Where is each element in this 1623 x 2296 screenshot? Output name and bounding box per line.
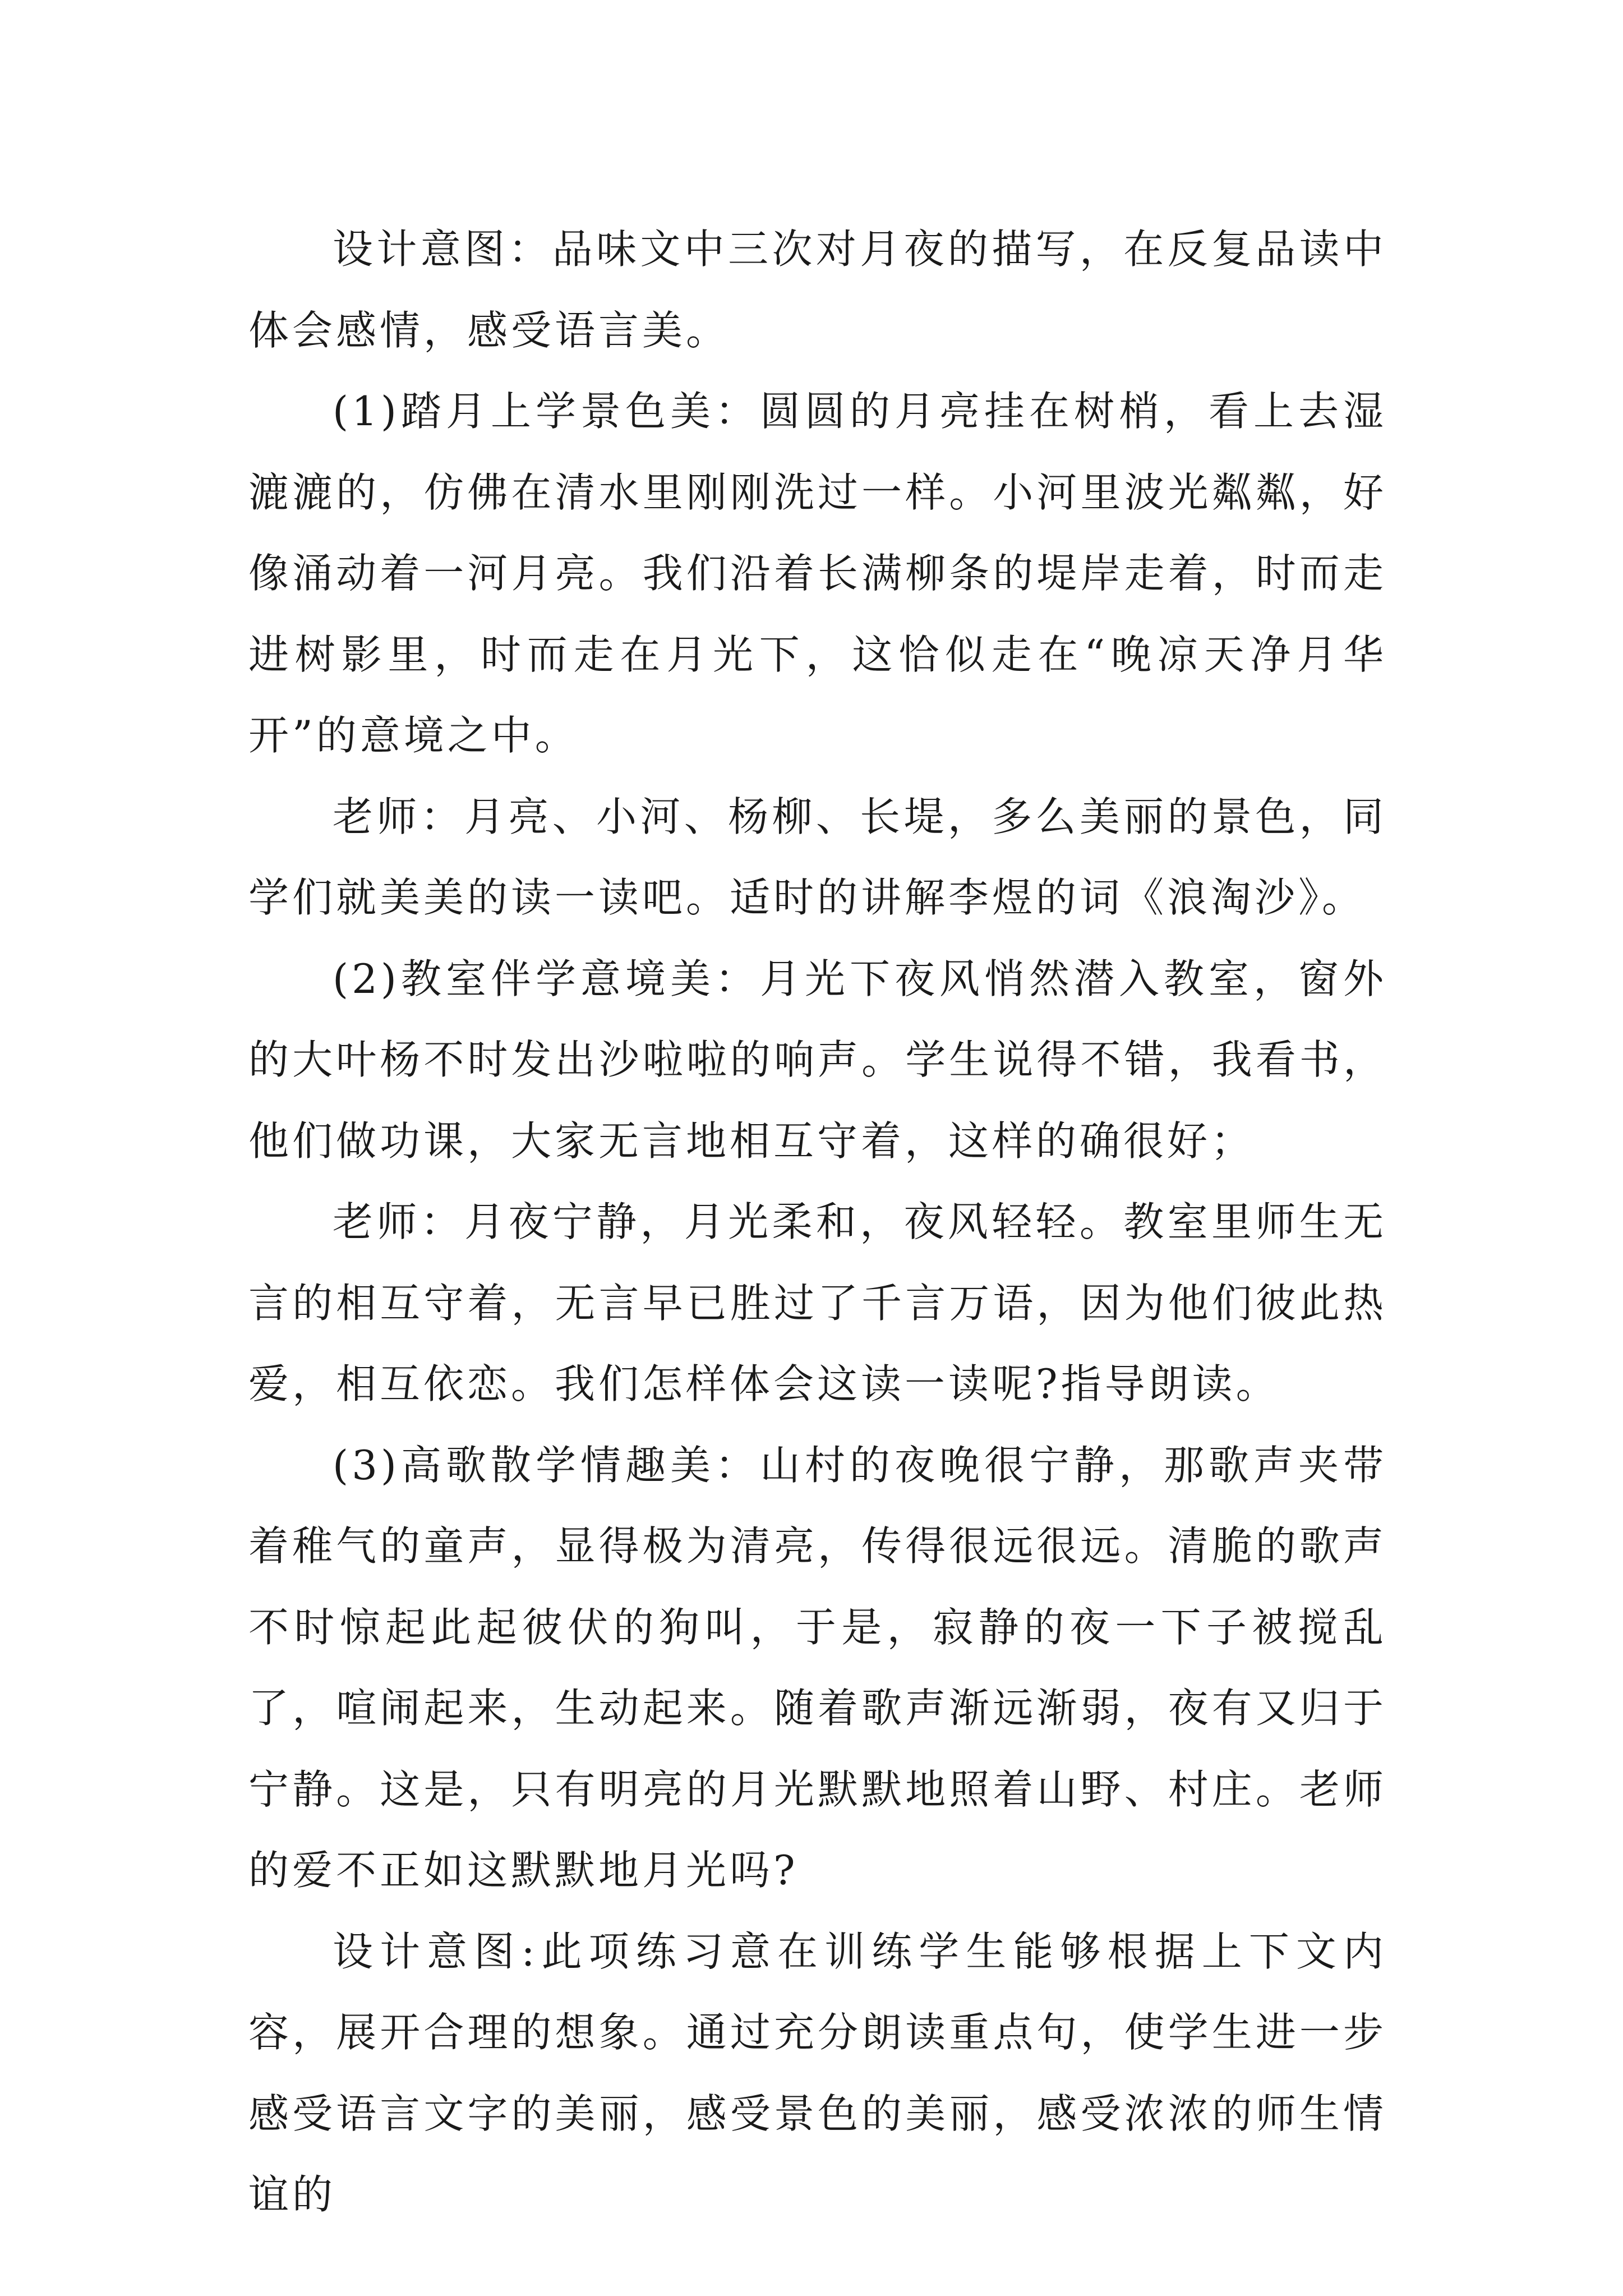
- paragraph-moonlit-walk: (1)踏月上学景色美：圆圆的月亮挂在树梢，看上去湿漉漉的，仿佛在清水里刚刚洗过一样。小河里波光粼粼，好像涌动着一河月亮。我们沿着长满柳条的堤岸走着，时而走进树影里，时而走在月光下，这恰似走在“晚凉天净月华开”的意境之中。: [248, 388, 1387, 759]
- paragraph-design-intent-2: 设计意图:此项练习意在训练学生能够根据上下文内容，展开合理的想象。通过充分朗读重点句，使学生进一步感受语言文字的美丽，感受景色的美丽，感受浓浓的师生情谊的: [248, 1927, 1387, 2218]
- document-body: [248, 209, 1387, 2235]
- paragraph-design-intent-1: 设计意图：品味文中三次对月夜的描写，在反复品读中体会感情，感受语言美。: [248, 226, 1387, 354]
- paragraph-teacher-note-1: 老师：月亮、小河、杨柳、长堤，多么美丽的景色，同学们就美美的读一读吧。适时的讲解李煜的词《浪淘沙》。: [248, 793, 1387, 921]
- paragraph-singing-home: (3)高歌散学情趣美：山村的夜晚很宁静，那歌声夹带着稚气的童声，显得极为清亮，传得很远很远。清脆的歌声不时惊起此起彼伏的狗叫，于是，寂静的夜一下子被搅乱了，喧闹起来，生动起来。随着歌声渐远渐弱，夜有又归于宁静。这是，只有明亮的月光默默地照着山野、村庄。老师的爱不正如这默默地月光吗?: [248, 1441, 1387, 1894]
- paragraph-teacher-note-2: 老师：月夜宁静，月光柔和，夜风轻轻。教室里师生无言的相互守着，无言早已胜过了千言万语，因为他们彼此热爱，相互依恋。我们怎样体会这读一读呢?指导朗读。: [248, 1198, 1387, 1407]
- paragraph-classroom-study: (2)教室伴学意境美：月光下夜风悄然潜入教室，窗外的大叶杨不时发出沙啦啦的响声。学生说得不错，我看书，他们做功课，大家无言地相互守着，这样的确很好；: [248, 955, 1387, 1165]
